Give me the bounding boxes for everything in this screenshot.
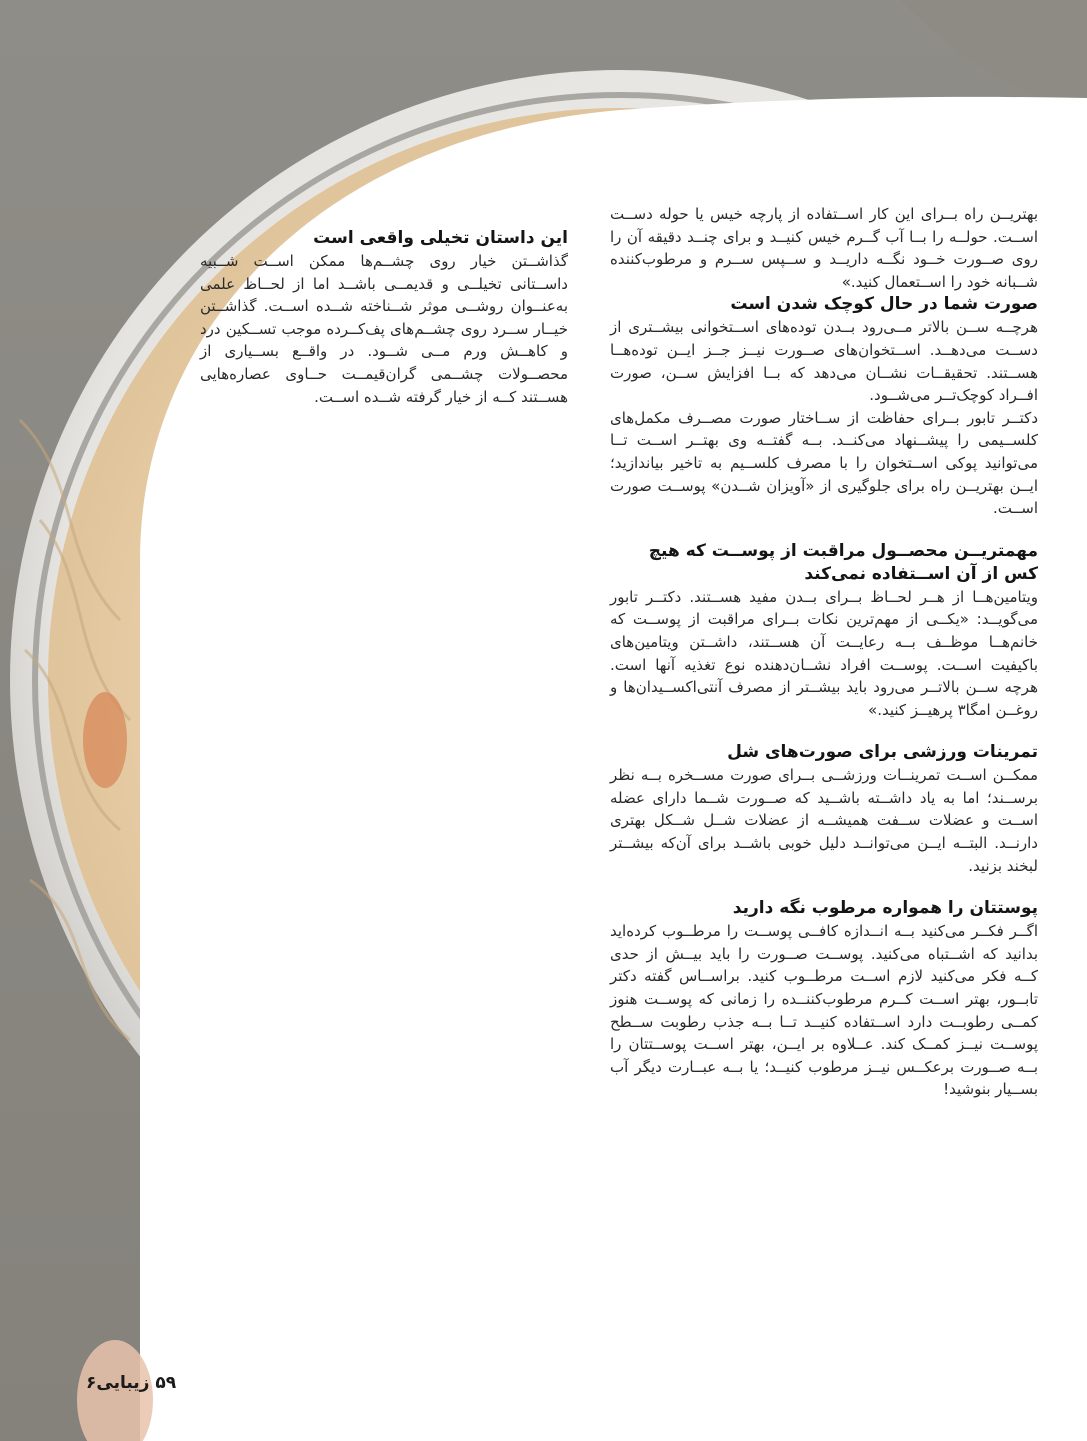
right-column — [610, 203, 1038, 1101]
magazine-name: زیبایی۶ — [86, 1373, 150, 1393]
section-paragraph: ویتامین‌هــا از هــر لحــاظ بــرای بــدن مفید هســتند. دکتــر تابور می‌گویــد: «یکــی از مهم‌ترین نکات بــرای مراقبت از پوســت که خانم‌هــا موظــف بــه رعایــت آن هســتند، داشــتن ویتامین‌های باکیفیت اســت. پوســت افراد نشــان‌دهنده نوع تغذیه آنها است. هرچه ســن بالاتــر می‌رود باید بیشــتر از مصرف آنتی‌اکســیدان‌ها و روغــن امگا۳ پرهیــز کنید.» — [610, 587, 1038, 719]
left-column — [200, 227, 568, 408]
page-footer — [86, 1373, 176, 1393]
section-heading: تمرینات ورزشی برای صورت‌های شل — [727, 742, 1038, 763]
intro-paragraph: بهتریــن راه بــرای این کار اســتفاده از پارچه خیس یا حوله دســت اســت. حولــه را بــا آب گــرم خیس کنیــد و برای چنــد دقیقه آن را روی صــورت خــود نگــه داریــد و ســپس ســرم و مرطوب‌کننده شــبانه خود را اســتعمال کنید.» — [610, 205, 1038, 291]
sidebar-paragraph: گذاشــتن خیار روی چشــم‌ها ممکن اســت شــبیه داســتانی تخیلــی و قدیمــی باشــد اما از لحــاظ علمی به‌عنــوان روشــی موثر شــناخته شــده اســت. گذاشــتن خیــار ســرد روی چشــم‌های پف‌کــرده موجب تســکین درد و کاهــش ورم مــی شــود. در واقــع بســیاری از محصــولات چشــمی گران‌قیمــت حــاوی عصاره‌هایی هســتند کــه از خیار گرفته شــده اســت. — [200, 252, 568, 406]
section-paragraph: دکتــر تابور بــرای حفاظت از ســاختار صورت مصــرف مکمل‌های کلســیمی را پیشــنهاد می‌کنــد. بــه گفتــه وی بهتــر اســت تــا می‌توانید پوکی اســتخوان را با مصرف کلســیم به تاخیر بیاندازید؛ ایــن بهتریــن راه برای جلوگیری از «آویزان شــدن» پوســت صورت اســت. — [610, 408, 1038, 518]
section-heading: پوستتان را همواره مرطوب نگه دارید — [732, 898, 1038, 919]
section-paragraph: ممکــن اســت تمرینــات ورزشــی بــرای صورت مســخره بــه نظر برســند؛ اما به یاد داشــته باشــید که صــورت شــما دارای عضله اســت و عضلات ســفت همیشــه از عضلات شــل شــکل بهتری دارنــد. البتــه ایــن می‌توانــد دلیل خوبی باشــد برای آن‌که بیشــتر لبخند بزنید. — [610, 766, 1038, 875]
sidebar-heading: این داستان تخیلی واقعی است — [313, 228, 568, 248]
section-heading: مهمتریــن محصــول مراقبت از پوســت که هیچ کس از آن اســتفاده نمی‌کند — [648, 540, 1038, 584]
section-heading: صورت شما در حال کوچک شدن است — [730, 294, 1038, 315]
section-paragraph: هرچــه ســن بالاتر مــی‌رود بــدن توده‌های اســتخوانی بیشــتری از دســت می‌دهــد. اســتخوان‌های صــورت نیــز جــز ایــن توده‌هــا هســتند. تحقیقــات نشــان می‌دهد که بــا افزایش ســن، صورت افــراد کوچک‌تــر می‌شــود. — [610, 318, 1038, 405]
page-number: ۵۹ — [155, 1373, 177, 1393]
section-paragraph: اگــر فکــر می‌کنید بــه انــدازه کافــی پوســت را مرطــوب کرده‌اید بدانید که اشــتباه می‌کنید. پوســت صــورت را باید بیــش از حدی کــه فکر می‌کنید لازم اســت مرطــوب کنید. براســاس گفته دکتر تابــور، بهتر اســت کــرم مرطوب‌کننــده را زمانی که پوســت هنوز کمــی رطوبــت دارد اســتفاده کنیــد تــا بــه جذب رطوبت ســطح پوســت نیــز کمــک کند. عــلاوه بر ایــن، بهتر اســت پوســتتان را بــه صــورت برعکــس نیــز مرطوب کنیــد؛ یا بــه عبــارت دیگر آب بســیار بنوشید! — [610, 922, 1038, 1099]
